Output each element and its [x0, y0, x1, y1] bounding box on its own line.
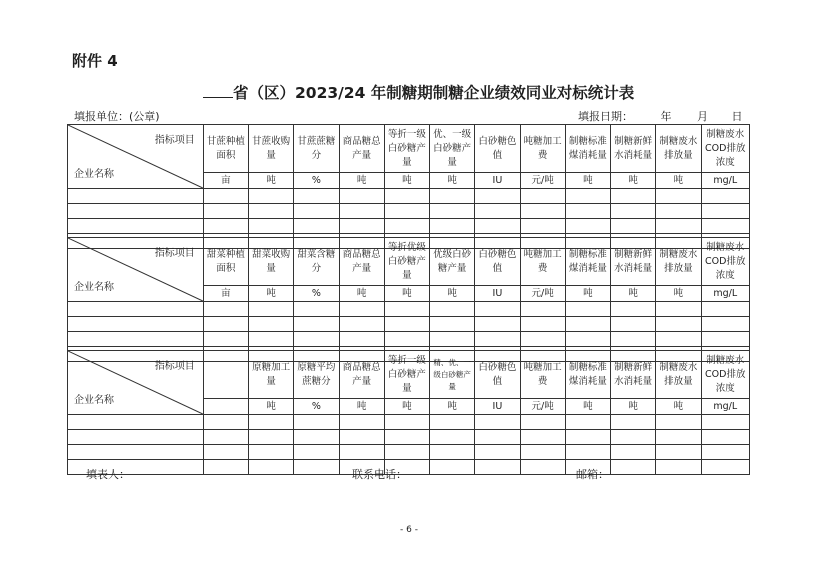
data-cell[interactable]	[656, 317, 701, 332]
data-cell[interactable]	[384, 302, 429, 317]
data-cell[interactable]	[339, 317, 384, 332]
column-header: 制糖废水COD排放浓度	[701, 351, 749, 399]
data-cell[interactable]	[475, 445, 520, 460]
column-header: 制糖标准煤消耗量	[565, 238, 610, 286]
data-cell[interactable]	[701, 445, 749, 460]
data-cell[interactable]	[701, 460, 749, 475]
column-header: 制糖废水排放量	[656, 125, 701, 173]
data-cell[interactable]	[430, 204, 475, 219]
fill-date-label: 填报日期：	[578, 110, 633, 123]
data-cell[interactable]	[430, 415, 475, 430]
column-header: 制糖新鲜水消耗量	[611, 125, 656, 173]
company-name-cell[interactable]	[68, 430, 204, 445]
data-cell[interactable]	[339, 302, 384, 317]
data-cell[interactable]	[520, 219, 565, 234]
company-name-cell[interactable]	[68, 445, 204, 460]
data-cell[interactable]	[611, 189, 656, 204]
column-header: 等折优级白砂糖产量	[384, 238, 429, 286]
company-name-cell[interactable]	[68, 415, 204, 430]
unit-cell: %	[294, 399, 339, 415]
data-cell[interactable]	[656, 332, 701, 347]
column-header: 制糖新鲜水消耗量	[611, 238, 656, 286]
data-cell[interactable]	[384, 189, 429, 204]
column-header: 制糖标准煤消耗量	[565, 351, 610, 399]
unit-cell: %	[294, 286, 339, 302]
corner-cell	[68, 351, 204, 415]
unit-cell: 吨	[430, 173, 475, 189]
column-header: 原糖平均蔗糖分	[294, 351, 339, 399]
column-header: 甘蔗蔗糖分	[294, 125, 339, 173]
unit-cell: 吨	[339, 399, 384, 415]
data-cell[interactable]	[294, 332, 339, 347]
data-cell[interactable]	[475, 460, 520, 475]
data-cell[interactable]	[249, 332, 294, 347]
unit-cell: 吨	[430, 399, 475, 415]
data-cell[interactable]	[203, 189, 248, 204]
data-cell[interactable]	[203, 317, 248, 332]
attachment-label: 附件 4	[72, 52, 118, 70]
unit-cell: 元/吨	[520, 399, 565, 415]
data-cell[interactable]	[339, 415, 384, 430]
unit-cell: mg/L	[701, 286, 749, 302]
column-header: 吨糖加工费	[520, 125, 565, 173]
province-blank[interactable]	[203, 83, 233, 98]
column-header: 原糖加工量	[249, 351, 294, 399]
unit-cell: %	[294, 173, 339, 189]
data-cell[interactable]	[565, 445, 610, 460]
column-header: 制糖废水COD排放浓度	[701, 125, 749, 173]
unit-cell: IU	[475, 286, 520, 302]
data-cell[interactable]	[249, 317, 294, 332]
data-cell[interactable]	[475, 204, 520, 219]
unit-cell: 吨	[339, 286, 384, 302]
data-cell[interactable]	[249, 204, 294, 219]
data-cell[interactable]	[565, 302, 610, 317]
data-cell[interactable]	[520, 302, 565, 317]
phone-label: 联系电话：	[352, 468, 407, 481]
data-cell[interactable]	[701, 219, 749, 234]
unit-cell: 吨	[565, 173, 610, 189]
unit-cell: 吨	[339, 173, 384, 189]
column-header: 制糖新鲜水消耗量	[611, 351, 656, 399]
data-cell[interactable]	[565, 317, 610, 332]
data-cell[interactable]	[656, 219, 701, 234]
data-cell[interactable]	[294, 430, 339, 445]
data-cell[interactable]	[475, 430, 520, 445]
data-cell[interactable]	[565, 219, 610, 234]
column-header: 甜菜种植面积	[203, 238, 248, 286]
data-cell[interactable]	[701, 204, 749, 219]
unit-cell: 吨	[249, 286, 294, 302]
data-cell[interactable]	[520, 445, 565, 460]
data-cell[interactable]	[384, 415, 429, 430]
unit-cell: 吨	[656, 286, 701, 302]
data-cell[interactable]	[430, 317, 475, 332]
data-cell[interactable]	[520, 460, 565, 475]
data-cell[interactable]	[384, 445, 429, 460]
month-label: 月	[697, 110, 708, 123]
unit-cell: mg/L	[701, 399, 749, 415]
data-cell[interactable]	[430, 445, 475, 460]
data-cell[interactable]	[611, 415, 656, 430]
data-cell[interactable]	[249, 445, 294, 460]
data-cell[interactable]	[294, 189, 339, 204]
fill-date	[578, 108, 743, 124]
column-header: 优、一级白砂糖产量	[430, 125, 475, 173]
unit-cell: IU	[475, 399, 520, 415]
data-cell[interactable]	[384, 332, 429, 347]
unit-cell: 吨	[656, 399, 701, 415]
data-cell[interactable]	[430, 430, 475, 445]
column-header: 甜菜含糖分	[294, 238, 339, 286]
column-header: 制糖废水COD排放浓度	[701, 238, 749, 286]
data-cell[interactable]	[430, 219, 475, 234]
data-cell[interactable]	[430, 189, 475, 204]
page-number: - 6 -	[400, 525, 418, 535]
data-cell[interactable]	[430, 332, 475, 347]
data-cell[interactable]	[656, 415, 701, 430]
data-cell[interactable]	[475, 317, 520, 332]
unit-cell: 吨	[384, 286, 429, 302]
data-cell[interactable]	[565, 332, 610, 347]
corner-item-label: 指标项目	[154, 248, 195, 259]
data-cell[interactable]	[203, 204, 248, 219]
data-cell[interactable]	[203, 332, 248, 347]
data-cell[interactable]	[565, 204, 610, 219]
data-cell[interactable]	[249, 460, 294, 475]
data-cell[interactable]	[611, 317, 656, 332]
data-cell[interactable]	[339, 189, 384, 204]
unit-cell: 亩	[203, 286, 248, 302]
table-row	[68, 189, 750, 204]
column-header: 商品糖总产量	[339, 351, 384, 399]
column-header: 优级白砂糖产量	[430, 238, 475, 286]
column-header: 白砂糖色值	[475, 125, 520, 173]
data-cell[interactable]	[203, 219, 248, 234]
unit-cell: mg/L	[701, 173, 749, 189]
company-name-cell[interactable]	[68, 219, 204, 234]
table-row	[68, 219, 750, 234]
column-header: 甜菜收购量	[249, 238, 294, 286]
unit-cell: 元/吨	[520, 173, 565, 189]
data-cell[interactable]	[339, 445, 384, 460]
column-header: 精、优、一级白砂糖产量	[430, 351, 475, 399]
data-cell[interactable]	[701, 332, 749, 347]
data-cell[interactable]	[656, 204, 701, 219]
data-cell[interactable]	[294, 415, 339, 430]
column-header: 商品糖总产量	[339, 125, 384, 173]
data-cell[interactable]	[701, 189, 749, 204]
unit-cell: 吨	[384, 173, 429, 189]
day-label: 日	[731, 110, 743, 123]
table-row	[68, 204, 750, 219]
column-header: 白砂糖色值	[475, 351, 520, 399]
column-header: 制糖废水排放量	[656, 238, 701, 286]
column-header: 白砂糖色值	[475, 238, 520, 286]
data-cell[interactable]	[475, 189, 520, 204]
year-label: 年	[660, 110, 672, 123]
data-cell[interactable]	[249, 415, 294, 430]
data-cell[interactable]	[339, 430, 384, 445]
data-cell[interactable]	[384, 430, 429, 445]
data-cell[interactable]	[384, 204, 429, 219]
data-cell[interactable]	[384, 219, 429, 234]
column-header: 吨糖加工费	[520, 238, 565, 286]
unit-cell: 吨	[611, 173, 656, 189]
stats-table-raw-sugar	[67, 350, 750, 475]
data-cell[interactable]	[520, 204, 565, 219]
data-cell[interactable]	[294, 445, 339, 460]
data-cell[interactable]	[656, 460, 701, 475]
data-cell[interactable]	[475, 415, 520, 430]
data-cell[interactable]	[475, 302, 520, 317]
table-row	[68, 460, 750, 475]
data-cell[interactable]	[203, 445, 248, 460]
unit-cell: IU	[475, 173, 520, 189]
column-header	[203, 351, 248, 399]
table-row	[68, 415, 750, 430]
data-cell[interactable]	[701, 302, 749, 317]
data-cell[interactable]	[611, 204, 656, 219]
company-name-cell[interactable]	[68, 302, 204, 317]
data-cell[interactable]	[656, 189, 701, 204]
data-cell[interactable]	[701, 415, 749, 430]
data-cell[interactable]	[203, 430, 248, 445]
data-cell[interactable]	[611, 332, 656, 347]
corner-name-label: 企业名称	[74, 169, 114, 180]
data-cell[interactable]	[611, 302, 656, 317]
stats-table-beet	[67, 237, 750, 362]
table-row	[68, 302, 750, 317]
data-cell[interactable]	[249, 189, 294, 204]
unit-cell: 吨	[565, 399, 610, 415]
column-header: 制糖标准煤消耗量	[565, 125, 610, 173]
data-cell[interactable]	[520, 430, 565, 445]
data-cell[interactable]	[565, 430, 610, 445]
data-cell[interactable]	[701, 430, 749, 445]
data-cell[interactable]	[565, 189, 610, 204]
unit-cell: 吨	[249, 399, 294, 415]
company-name-cell[interactable]	[68, 317, 204, 332]
unit-cell: 吨	[249, 173, 294, 189]
data-cell[interactable]	[203, 460, 248, 475]
data-cell[interactable]	[203, 415, 248, 430]
data-cell[interactable]	[611, 460, 656, 475]
unit-cell: 吨	[565, 286, 610, 302]
company-name-cell[interactable]	[68, 332, 204, 347]
unit-cell: 吨	[611, 399, 656, 415]
unit-cell: 吨	[611, 286, 656, 302]
data-cell[interactable]	[611, 445, 656, 460]
column-header: 商品糖总产量	[339, 238, 384, 286]
title-text: 省（区）2023/24 年制糖期制糖企业绩效同业对标统计表	[233, 84, 635, 102]
data-cell[interactable]	[701, 317, 749, 332]
data-cell[interactable]	[475, 219, 520, 234]
unit-cell: 吨	[656, 173, 701, 189]
unit-cell: 亩	[203, 173, 248, 189]
data-cell[interactable]	[203, 302, 248, 317]
fill-unit-label: 填报单位：(公章)	[74, 110, 160, 123]
corner-name-label: 企业名称	[74, 395, 114, 406]
table-row	[68, 445, 750, 460]
data-cell[interactable]	[611, 430, 656, 445]
data-cell[interactable]	[294, 219, 339, 234]
data-cell[interactable]	[520, 415, 565, 430]
corner-cell	[68, 238, 204, 302]
unit-cell	[203, 399, 248, 415]
column-header: 甘蔗种植面积	[203, 125, 248, 173]
data-cell[interactable]	[565, 415, 610, 430]
corner-name-label: 企业名称	[74, 282, 114, 293]
data-cell[interactable]	[339, 204, 384, 219]
stats-table-cane	[67, 124, 750, 249]
column-header: 吨糖加工费	[520, 351, 565, 399]
column-header: 等折一级白砂糖产量	[384, 125, 429, 173]
data-cell[interactable]	[294, 302, 339, 317]
corner-item-label: 指标项目	[154, 361, 195, 372]
data-cell[interactable]	[520, 189, 565, 204]
data-cell[interactable]	[249, 430, 294, 445]
unit-cell: 吨	[384, 399, 429, 415]
data-cell[interactable]	[656, 445, 701, 460]
data-cell[interactable]	[384, 317, 429, 332]
column-header: 甘蔗收购量	[249, 125, 294, 173]
data-cell[interactable]	[249, 219, 294, 234]
filler-label: 填表人：	[86, 468, 130, 481]
data-cell[interactable]	[339, 219, 384, 234]
email-label: 邮箱：	[576, 468, 609, 481]
table-row	[68, 317, 750, 332]
data-cell[interactable]	[520, 332, 565, 347]
column-header: 制糖废水排放量	[656, 351, 701, 399]
corner-item-label: 指标项目	[154, 135, 195, 146]
data-cell[interactable]	[520, 317, 565, 332]
unit-cell: 吨	[430, 286, 475, 302]
unit-cell: 元/吨	[520, 286, 565, 302]
data-cell[interactable]	[656, 302, 701, 317]
data-cell[interactable]	[294, 317, 339, 332]
company-name-cell[interactable]	[68, 189, 204, 204]
table-row	[68, 332, 750, 347]
corner-cell	[68, 125, 204, 189]
data-cell[interactable]	[430, 302, 475, 317]
data-cell[interactable]	[339, 332, 384, 347]
table-row	[68, 430, 750, 445]
data-cell[interactable]	[475, 332, 520, 347]
data-cell[interactable]	[656, 430, 701, 445]
column-header: 等折一级白砂糖产量	[384, 351, 429, 399]
data-cell[interactable]	[430, 460, 475, 475]
company-name-cell[interactable]	[68, 204, 204, 219]
data-cell[interactable]	[249, 302, 294, 317]
data-cell[interactable]	[611, 219, 656, 234]
data-cell[interactable]	[294, 460, 339, 475]
page-title	[203, 81, 634, 103]
data-cell[interactable]	[294, 204, 339, 219]
